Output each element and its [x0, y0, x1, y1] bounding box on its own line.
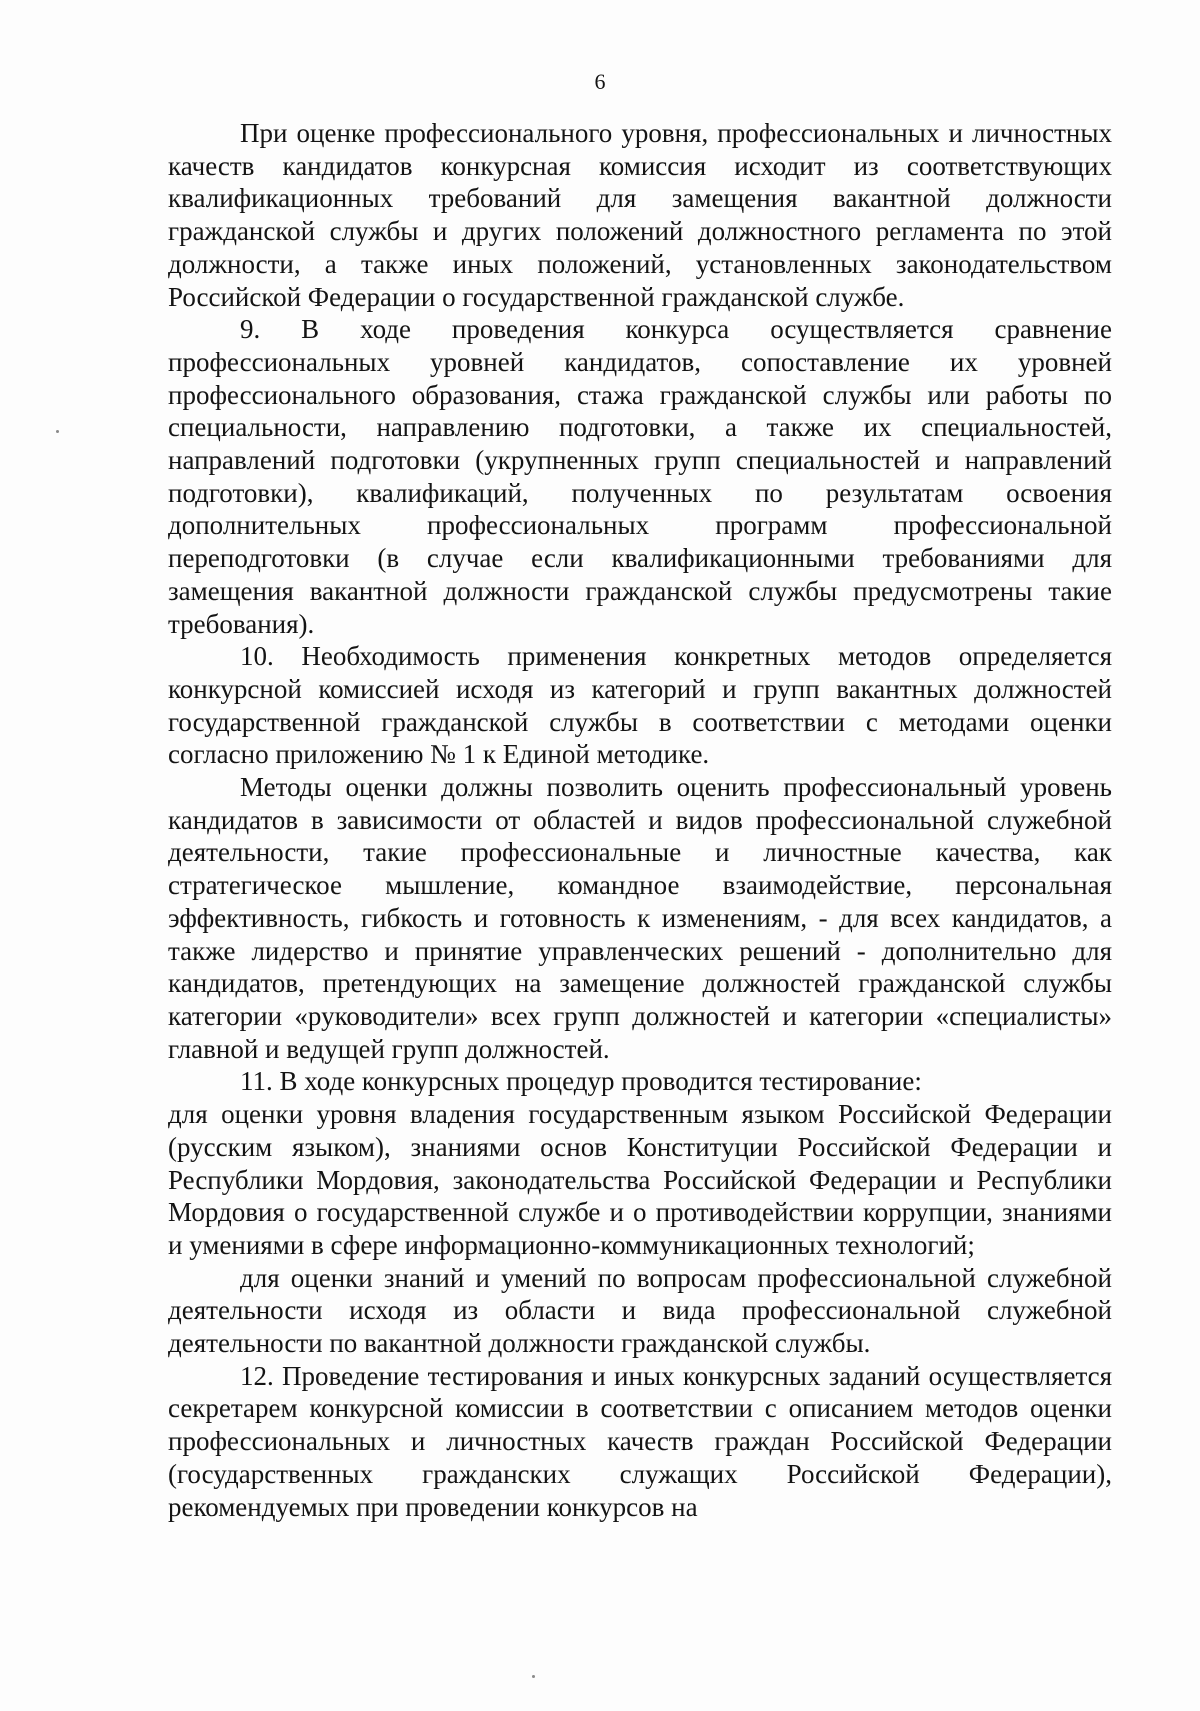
paragraph-item-10: 10. Необходимость применения конкретных методов определяется конкурсной комиссией исходя из категорий и групп вакантных должностей государственной гражданской службы в соответствии с методами оценки согласно приложению № 1 к Единой методике.	[168, 641, 1112, 770]
paragraph-evaluation-criteria: При оценке профессионального уровня, профессиональных и личностных качеств кандидатов конкурсная комиссия исходит из соответствующих квалификационных требований для замещения вакантной должности гражданской службы и других положений должностного регламента по этой должности, а также иных положений, установленных законодательством Российской Федерации о государственной гражданской службе.	[168, 118, 1112, 312]
paragraph-language-testing: для оценки уровня владения государственным языком Российской Федерации (русским языком), знаниями основ Конституции Российской Федерации и Республики Мордовия, законодательства Российской Федерации и Республики Мордовия о государственной службе и о противодействии коррупции, знаниями и умениями в сфере информационно-коммуникационных технологий;	[168, 1099, 1112, 1260]
paragraph-item-12: 12. Проведение тестирования и иных конкурсных заданий осуществляется секретарем конкурсной комиссии в соответствии с описанием методов оценки профессиональных и личностных качеств граждан Российской Федерации (государственных гражданских служащих Российской Федерации), рекомендуемых при проведении конкурсов на	[168, 1360, 1112, 1522]
page-number: 6	[594, 69, 606, 94]
scan-speck	[56, 430, 59, 433]
scan-speck	[532, 1675, 535, 1678]
document-body	[168, 117, 1112, 1523]
paragraph-assessment-methods: Методы оценки должны позволить оценить профессиональный уровень кандидатов в зависимости от областей и видов профессиональной служебной деятельности, такие профессиональные и личностные качества, как стратегическое мышление, командное взаимодействие, персональная эффективность, гибкость и готовность к изменениям, - для всех кандидатов, а также лидерство и принятие управленческих решений - дополнительно для кандидатов, претендующих на замещение должностей гражданской службы категории «руководители» всех групп должностей и категории «специалисты» главной и ведущей групп должностей.	[168, 772, 1112, 1064]
paragraph-professional-testing: для оценки знаний и умений по вопросам профессиональной служебной деятельности исходя из области и вида профессиональной служебной деятельности по вакантной должности гражданской службы.	[168, 1262, 1112, 1359]
paragraph-item-9: 9. В ходе проведения конкурса осуществляется сравнение профессиональных уровней кандидатов, сопоставление их уровней профессионального образования, стажа гражданской службы или работы по специальности, направлению подготовки, а также их специальностей, направлений подготовки (укрупненных групп специальностей и направлений подготовки), квалификаций, полученных по результатам освоения дополнительных профессиональных программ профессиональной переподготовки (в случае если квалификационными требованиями для замещения вакантной должности гражданской службы предусмотрены такие требования).	[168, 314, 1112, 639]
paragraph-item-11: 11. В ходе конкурсных процедур проводится тестирование:	[240, 1066, 922, 1097]
